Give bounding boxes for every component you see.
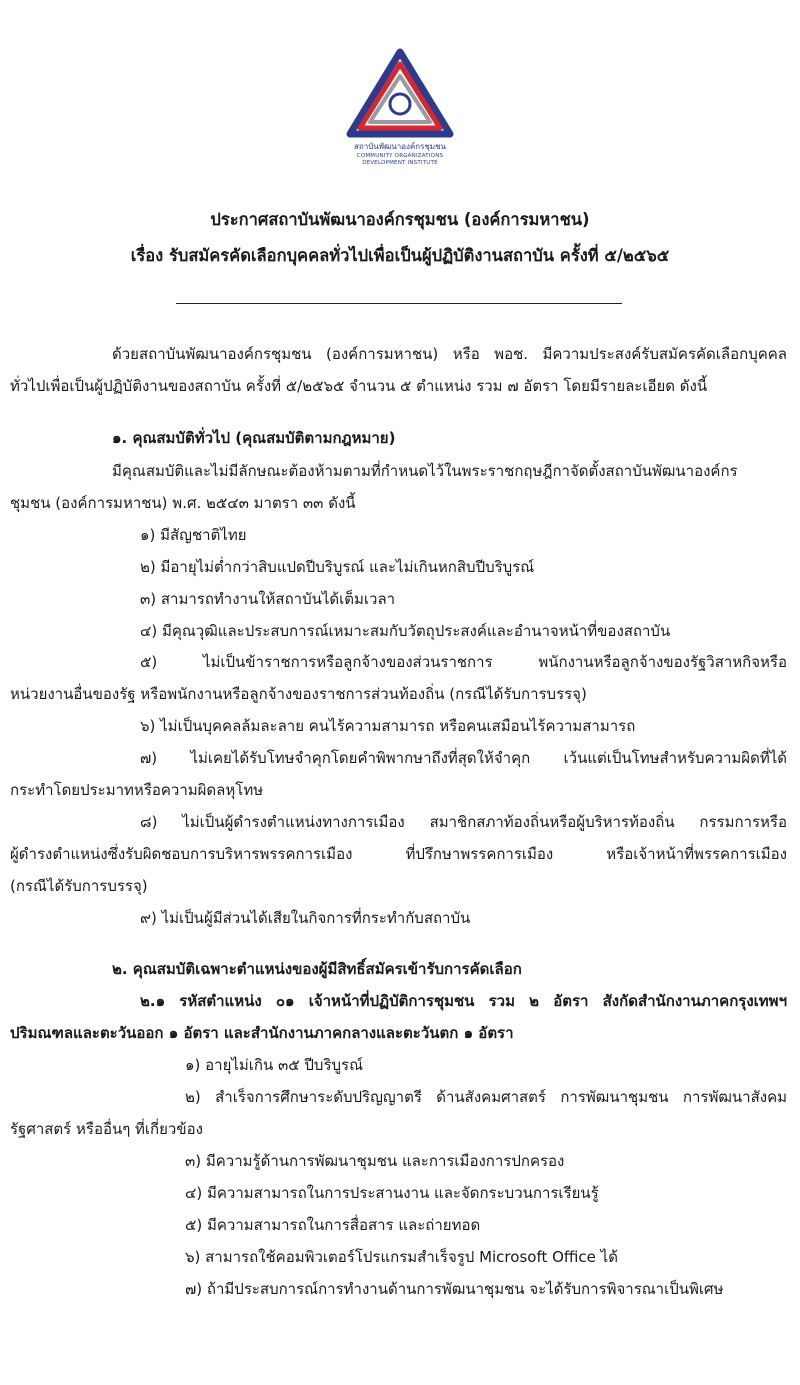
list-item: ๖) สามารถใช้คอมพิวเตอร์โปรแกรมสำเร็จรูป Microsoft Office ได้	[185, 1248, 618, 1266]
institute-logo	[340, 46, 460, 178]
announcement-subject: เรื่อง รับสมัครคัดเลือกบุคคลทั่วไปเพื่อเป็นผู้ปฏิบัติงานสถาบัน ครั้งที่ ๕/๒๕๖๕	[130, 246, 670, 265]
intro-line: ด้วยสถาบันพัฒนาองค์กรชุมชน (องค์การมหาชน) หรือ พอช. มีความประสงค์รับสมัครคัดเลือกบุคคล	[112, 345, 787, 363]
list-item: ๓) มีความรู้ด้านการพัฒนาชุมชน และการเมืองการปกครอง	[185, 1152, 565, 1170]
logo-triangle-icon	[340, 46, 460, 146]
list-item: ๔) มีคุณวุฒิและประสบการณ์เหมาะสมกับวัตถุประสงค์และอำนาจหน้าที่ของสถาบัน	[140, 622, 671, 640]
list-item: ๕) มีความสามารถในการสื่อสาร และถ่ายทอด	[185, 1216, 481, 1234]
list-item: ๘) ไม่เป็นผู้ดำรงตำแหน่งทางการเมือง สมาชิกสภาท้องถิ่นหรือผู้บริหารท้องถิ่น กรรมการหรือ	[140, 813, 787, 831]
list-item: ๑) อายุไม่เกิน ๓๕ ปีบริบูรณ์	[185, 1056, 363, 1074]
list-item: ผู้ดำรงตำแหน่งซึ่งรับผิดชอบการบริหารพรรคการเมือง ที่ปรึกษาพรรคการเมือง หรือเจ้าหน้าที่พรรคการเมือง	[10, 845, 787, 863]
list-item: ๓) สามารถทำงานให้สถาบันได้เต็มเวลา	[140, 590, 396, 608]
list-item: หน่วยงานอื่นของรัฐ หรือพนักงานหรือลูกจ้างของราชการส่วนท้องถิ่น (กรณีได้รับการบรรจุ)	[10, 685, 587, 703]
section-1-paragraph: มีคุณสมบัติและไม่มีลักษณะต้องห้ามตามที่กำหนดไว้ในพระราชกฤษฎีกาจัดตั้งสถาบันพัฒนาองค์กร	[112, 462, 738, 480]
list-item: (กรณีได้รับการบรรจุ)	[10, 877, 148, 895]
position-heading: ๒.๑ รหัสตำแหน่ง ๐๑ เจ้าหน้าที่ปฏิบัติการชุมชน รวม ๒ อัตรา สังกัดสำนักงานภาคกรุงเทพฯ	[140, 992, 787, 1010]
list-item: ๙) ไม่เป็นผู้มีส่วนได้เสียในกิจการที่กระทำกับสถาบัน	[140, 909, 471, 927]
title-divider	[176, 303, 622, 304]
list-item: ๖) ไม่เป็นบุคคลล้มละลาย คนไร้ความสามารถ หรือคนเสมือนไร้ความสามารถ	[140, 717, 636, 735]
list-item: ๗) ไม่เคยได้รับโทษจำคุกโดยคำพิพากษาถึงที่สุดให้จำคุก เว้นแต่เป็นโทษสำหรับความผิดที่ได้	[140, 749, 787, 767]
logo-name-english-1: COMMUNITY ORGANIZATIONS	[356, 153, 444, 159]
announcement-title: ประกาศสถาบันพัฒนาองค์กรชุมชน (องค์การมหาชน)	[210, 210, 590, 229]
section-1-heading: ๑. คุณสมบัติทั่วไป (คุณสมบัติตามกฎหมาย)	[112, 429, 396, 447]
logo-name-english-2: DEVELOPMENT INSTITUTE	[362, 160, 438, 166]
list-item: ๗) ถ้ามีประสบการณ์การทำงานด้านการพัฒนาชุมชน จะได้รับการพิจารณาเป็นพิเศษ	[185, 1280, 724, 1298]
section-1-paragraph: ชุมชน (องค์การมหาชน) พ.ศ. ๒๕๔๓ มาตรา ๓๓ ดังนี้	[10, 494, 356, 512]
list-item: รัฐศาสตร์ หรืออื่นๆ ที่เกี่ยวข้อง	[10, 1120, 203, 1138]
list-item: ๒) สำเร็จการศึกษาระดับปริญญาตรี ด้านสังคมศาสตร์ การพัฒนาชุมชน การพัฒนาสังคม	[185, 1088, 787, 1106]
logo-name-thai: สถาบันพัฒนาองค์กรชุมชน	[353, 142, 447, 151]
list-item: ๕) ไม่เป็นข้าราชการหรือลูกจ้างของส่วนราชการ พนักงานหรือลูกจ้างของรัฐวิสาหกิจหรือ	[140, 653, 787, 671]
list-item: กระทำโดยประมาทหรือความผิดลหุโทษ	[10, 781, 264, 799]
list-item: ๑) มีสัญชาติไทย	[140, 526, 247, 544]
intro-line: ทั่วไปเพื่อเป็นผู้ปฏิบัติงานของสถาบัน ครั้งที่ ๕/๒๕๖๕ จำนวน ๕ ตำแหน่ง รวม ๗ อัตรา โดยมีรายละเอียด ดังนี้	[10, 377, 708, 395]
list-item: ๔) มีความสามารถในการประสานงาน และจัดกระบวนการเรียนรู้	[185, 1184, 599, 1202]
position-heading: ปริมณฑลและตะวันออก ๑ อัตรา และสำนักงานภาคกลางและตะวันตก ๑ อัตรา	[10, 1024, 514, 1042]
list-item: ๒) มีอายุไม่ต่ำกว่าสิบแปดปีบริบูรณ์ และไม่เกินหกสิบปีบริบูรณ์	[140, 558, 535, 576]
section-2-heading: ๒. คุณสมบัติเฉพาะตำแหน่งของผู้มีสิทธิ์สมัครเข้ารับการคัดเลือก	[112, 960, 522, 978]
